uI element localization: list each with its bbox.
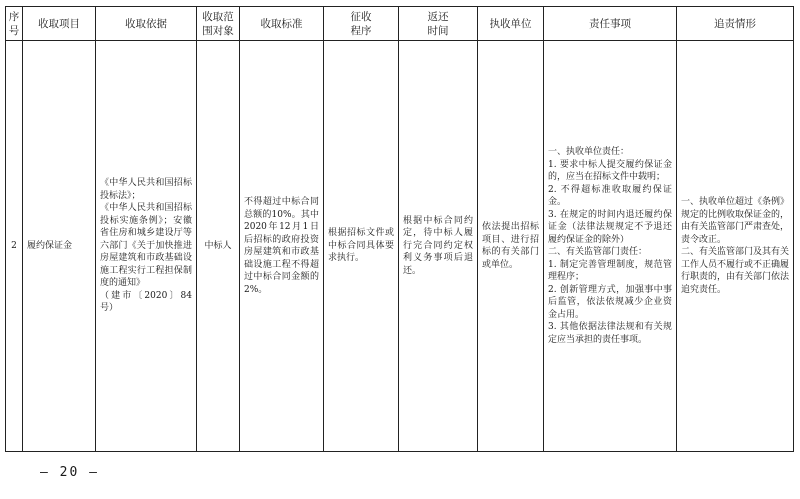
cell-basis: 《中华人民共和国招标投标法》； 《中华人民共和国招标投标实施条例》；安徽省住房和城乡建设厅等六部门《关于加快推进房屋建筑和市政基础设施工程实行工程担保制度的通知》 （建市〔2020〕84号） [96, 41, 197, 452]
header-refund: 返还 时间 [399, 7, 478, 41]
header-item: 收取项目 [23, 7, 96, 41]
cell-procedure: 根据招标文件或中标合同具体要求执行。 [324, 41, 399, 452]
cell-scope: 中标人 [197, 41, 240, 452]
header-scope: 收取范 围对象 [197, 7, 240, 41]
header-procedure: 征收 程序 [324, 7, 399, 41]
header-row [6, 7, 794, 41]
header-duties: 责任事项 [544, 7, 677, 41]
cell-unit: 依法提出招标项目、进行招标的有关部门或单位。 [478, 41, 544, 452]
cell-standard: 不得超过中标合同总额的10%。其中2020年12月1日后招标的政府投资房屋建筑和市政基础设施工程不得超过中标合同金额的2%。 [240, 41, 324, 452]
header-accountability: 追责情形 [677, 7, 794, 41]
page-number: — 20 — [40, 465, 99, 480]
header-basis: 收取依据 [96, 7, 197, 41]
header-unit: 执收单位 [478, 7, 544, 41]
header-seq: 序 号 [6, 7, 23, 41]
header-standard: 收取标准 [240, 7, 324, 41]
cell-refund: 根据中标合同约定，待中标人履行完合同约定权利义务事项后退还。 [399, 41, 478, 452]
table-row [6, 41, 794, 452]
cell-seq: 2 [6, 41, 23, 452]
cell-accountability: 一、执收单位超过《条例》规定的比例收取保证金的，由有关监管部门严肃查处，责令改正。 二、有关监管部门及其有关工作人员不履行或不正确履行职责的，由有关部门依法追究责任。 [677, 41, 794, 452]
fee-table [5, 6, 794, 452]
cell-item: 履约保证金 [23, 41, 96, 452]
cell-duties: 一、执收单位责任： 1. 要求中标人提交履约保证金的，应当在招标文件中载明； 2. 不得超标准收取履约保证金。 3. 在规定的时间内退还履约保证金（法律法规规定不予退还履约保证金的除外） 二、有关监管部门责任： 1. 制定完善管理制度，规范管理程序； 2. 创新管理方式，加强事中事后监管，依法依规减少企业资金占用。 3. 其他依据法律法规和有关规定应当承担的责任事项。 [544, 41, 677, 452]
